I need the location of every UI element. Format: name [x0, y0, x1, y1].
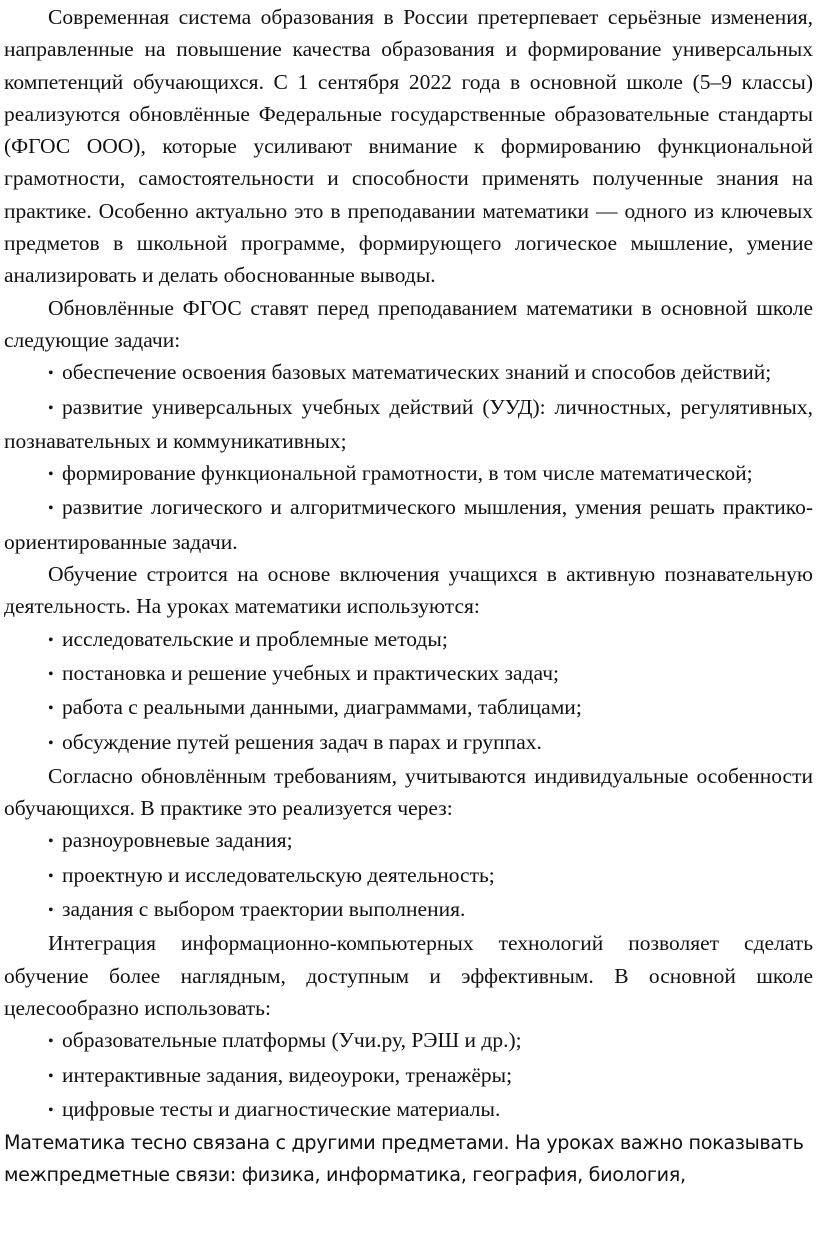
bullet-icon: •	[48, 665, 54, 683]
tail-line-2: межпредметные связи: физика, информатика, география, биология,	[4, 1163, 686, 1187]
bullet-icon: •	[48, 631, 54, 649]
bullet-icon: •	[48, 833, 54, 851]
list-item	[4, 356, 813, 390]
list-item-text: обсуждение путей решения задач в парах и группах.	[62, 729, 542, 754]
bullet-icon: •	[48, 1033, 54, 1051]
bullet-icon: •	[48, 466, 54, 484]
bullet-icon: •	[48, 867, 54, 885]
list-item-text: постановка и решение учебных и практических задач;	[62, 660, 559, 685]
list-item	[4, 824, 813, 858]
bullet-icon: •	[48, 1067, 54, 1085]
list-item	[4, 657, 813, 691]
bullet-icon: •	[48, 365, 54, 383]
paragraph-active-learning: Обучение строится на основе включения учащихся в активную познавательную деятельность. На уроках математики используются:	[4, 562, 813, 619]
bullet-icon: •	[48, 902, 54, 920]
tail-line-1: Математика тесно связана с другими предметами. На уроках важно показывать	[4, 1131, 804, 1155]
list-item-text: разноуровневые задания;	[62, 828, 293, 853]
list-item	[4, 1093, 813, 1127]
list-item	[4, 623, 813, 657]
list-item	[4, 726, 813, 760]
ict-list	[4, 1024, 813, 1127]
bullet-icon: •	[48, 500, 54, 518]
list-item-text: развитие универсальных учебных действий (УУД): личностных, регулятивных, познавательных и коммуникативных;	[4, 394, 813, 453]
methods-list	[4, 623, 813, 760]
bullet-icon: •	[48, 1101, 54, 1119]
bullet-icon: •	[48, 734, 54, 752]
list-item	[4, 391, 813, 458]
paragraph-ict-integration: Интеграция информационно-компьютерных технологий позволяет сделать обучение более наглядным, доступным и эффективным. В основной школе целесообразно использовать:	[4, 931, 813, 1020]
individual-list	[4, 824, 813, 927]
list-item	[4, 457, 813, 491]
list-item-text: проектную и исследовательскую деятельность;	[62, 862, 495, 887]
list-item-text: цифровые тесты и диагностические материалы.	[62, 1096, 501, 1121]
list-item-text: работа с реальными данными, диаграммами, таблицами;	[62, 695, 582, 720]
list-item-text: образовательные платформы (Учи.ру, РЭШ и др.);	[62, 1028, 522, 1053]
list-item-text: исследовательские и проблемные методы;	[62, 626, 448, 651]
fgos-tasks-list	[4, 356, 813, 558]
bullet-icon: •	[48, 700, 54, 718]
paragraph-intro: Современная система образования в России претерпевает серьёзные изменения, направленные на повышение качества образования и формирование универсальных компетенций обучающихся. С 1 сентября 2022 года в основной школе (5–9 классы) реализуются обновлённые Федеральные государственные образовательные стандарты (ФГОС ООО), которые усиливают внимание к формированию функциональной грамотности, самостоятельности и способности применять полученные знания на практике. Особенно актуально это в преподавании математики — одного из ключевых предметов в школьной программе, формирующего логическое мышление, умение анализировать и делать обоснованные выводы.	[4, 5, 813, 288]
list-item	[4, 1024, 813, 1058]
list-item-text: задания с выбором траектории выполнения.	[62, 897, 466, 922]
list-item	[4, 691, 813, 725]
list-item	[4, 893, 813, 927]
list-item	[4, 491, 813, 558]
paragraph-individual-features: Согласно обновлённым требованиям, учитываются индивидуальные особенности обучающихся. В практике это реализуется через:	[4, 763, 813, 821]
document-body	[4, 1, 813, 1127]
list-item-text: обеспечение освоения базовых математических знаний и способов действий;	[62, 360, 772, 385]
list-item-text: формирование функциональной грамотности, в том числе математической;	[62, 461, 753, 486]
list-item-text: развитие логического и алгоритмического мышления, умения решать практико-ориентированные задачи.	[4, 495, 813, 554]
list-item	[4, 1059, 813, 1093]
bullet-icon: •	[48, 399, 54, 417]
list-item-text: интерактивные задания, видеоуроки, тренажёры;	[62, 1062, 513, 1087]
paragraph-fgos-tasks: Обновлённые ФГОС ставят перед преподаванием математики в основной школе следующие задачи:	[4, 295, 813, 352]
list-item	[4, 859, 813, 893]
